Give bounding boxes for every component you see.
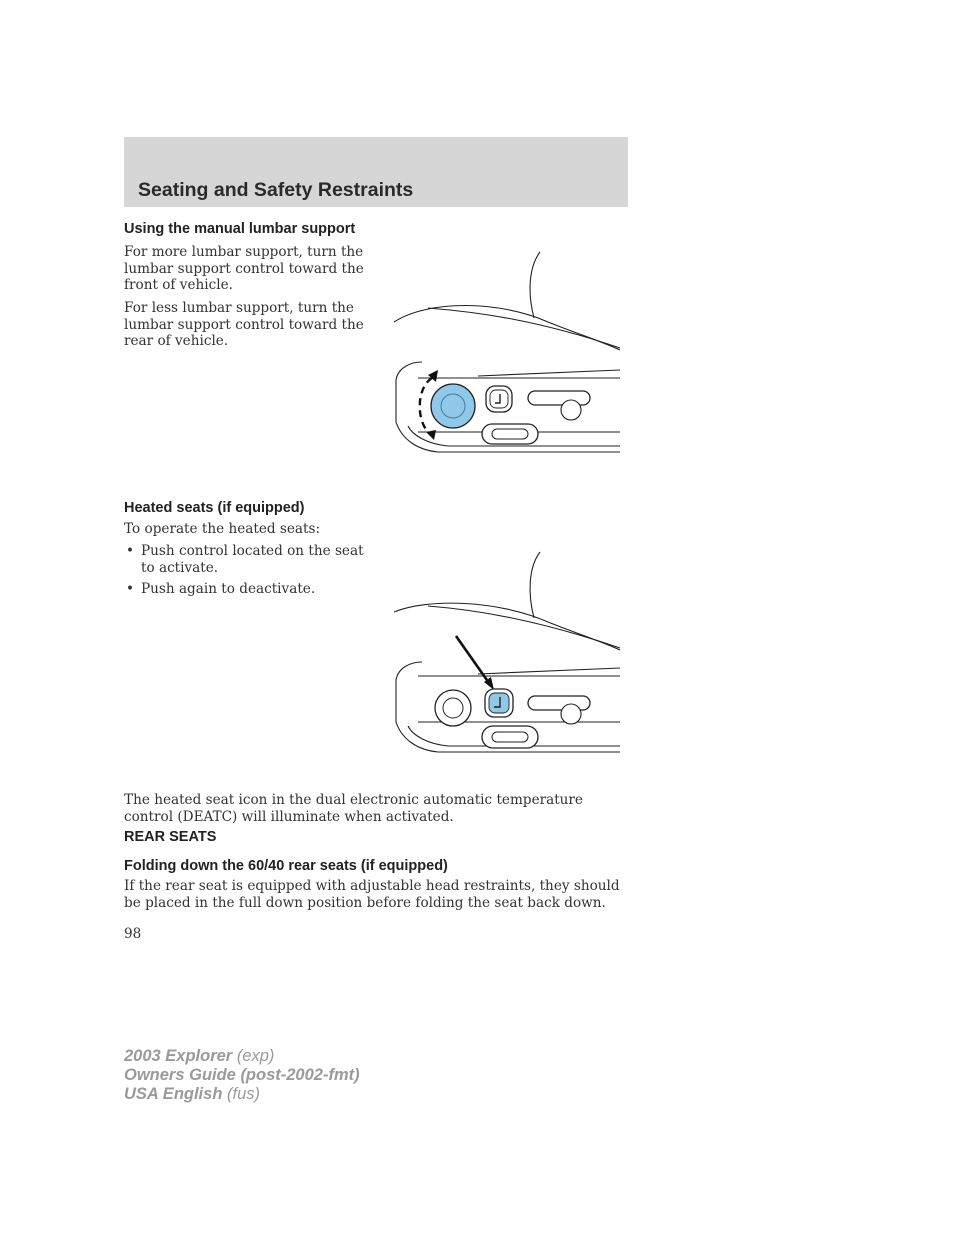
rear-seats-heading: REAR SEATS	[124, 829, 217, 845]
footer-line-language: USA English (fus)	[124, 1085, 260, 1103]
section-title: Seating and Safety Restraints	[138, 179, 414, 201]
folding-rear-seats-heading: Folding down the 60/40 rear seats (if equipped)	[124, 858, 448, 874]
lumbar-heading: Using the manual lumbar support	[124, 221, 356, 237]
heated-seats-steps	[124, 543, 374, 603]
lumbar-less-paragraph: For less lumbar support, turn the lumbar support control toward the rear of vehicle.	[124, 300, 364, 349]
list-item: • Push again to deactivate.	[126, 581, 316, 597]
folding-rear-seats-paragraph: If the rear seat is equipped with adjustable head restraints, they should be placed in the full down position before folding the seat back down.	[124, 878, 620, 911]
list-item: • Push control located on the seat to activate.	[126, 543, 364, 576]
page-number: 98	[124, 926, 142, 942]
lumbar-more-paragraph: For more lumbar support, turn the lumbar support control toward the front of vehicle.	[124, 244, 364, 293]
heated-seats-heading: Heated seats (if equipped)	[124, 500, 305, 516]
bullet-icon: •	[126, 543, 135, 559]
section-header-band	[124, 137, 628, 207]
footer-line-model: 2003 Explorer (exp)	[124, 1047, 275, 1065]
lumbar-knob-icon	[431, 384, 475, 428]
bullet-icon: •	[126, 581, 135, 597]
heated-seats-intro: To operate the heated seats:	[124, 521, 321, 537]
footer-line-guide: Owners Guide (post-2002-fmt)	[124, 1066, 360, 1084]
lumbar-control-illustration	[388, 250, 624, 460]
deatc-note: The heated seat icon in the dual electronic automatic temperature control (DEATC) will illuminate when activated.	[124, 792, 583, 825]
heated-seat-control-illustration	[388, 550, 624, 760]
document-footer	[124, 1047, 360, 1104]
